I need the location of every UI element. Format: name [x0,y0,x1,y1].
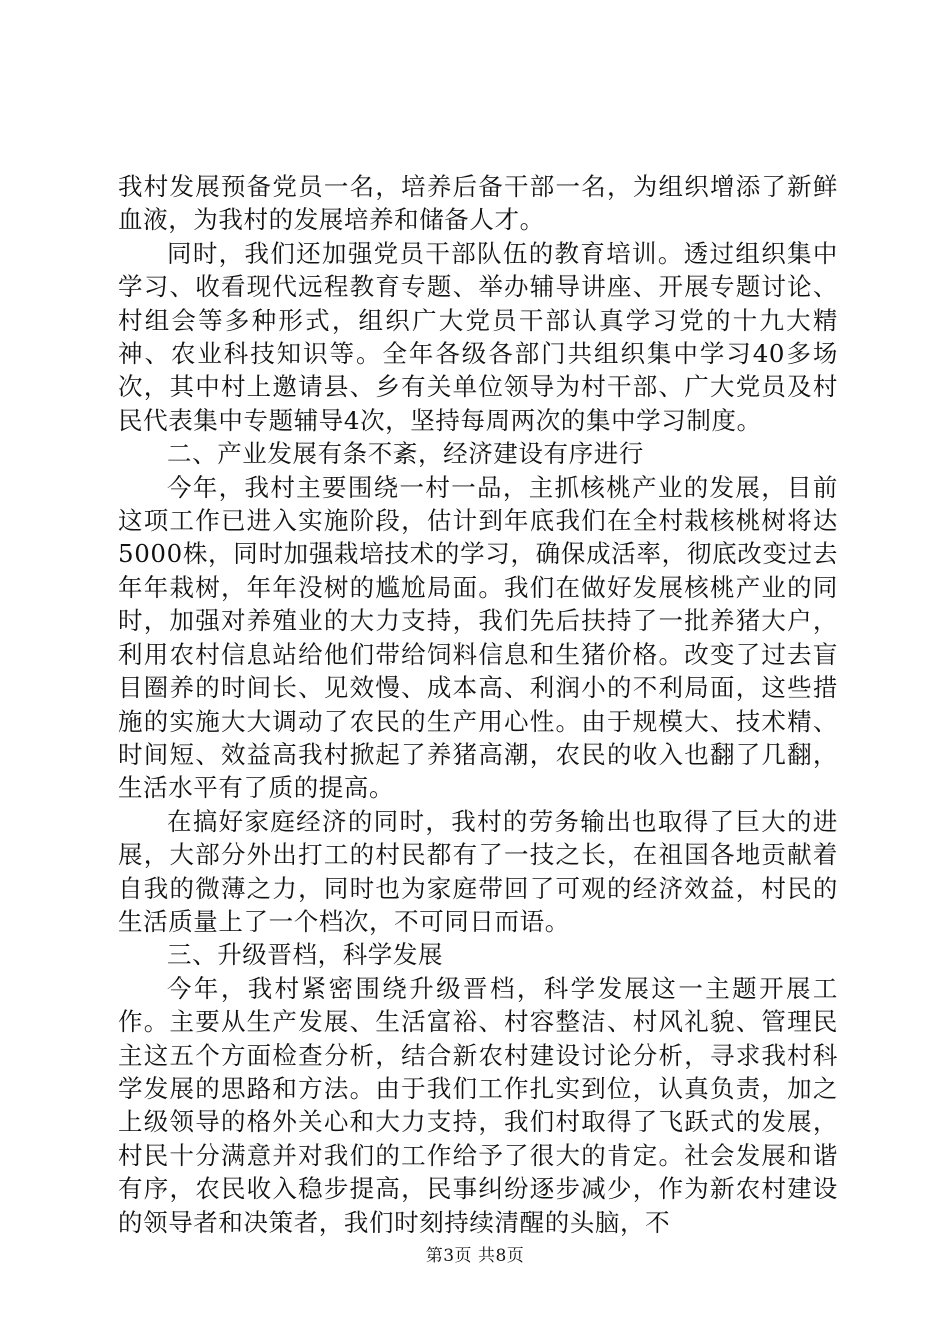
paragraph-4: 在搞好家庭经济的同时，我村的劳务输出也取得了巨大的进展，大部分外出打工的村民都有了一技之长，在祖国各地贡献着自我的微薄之力，同时也为家庭带回了可观的经济效益，村民的生活质量上了一个档次，不可同日而语。 [118,806,838,936]
paragraph-2: 同时，我们还加强党员干部队伍的教育培训。透过组织集中学习、收看现代远程教育专题、举办辅导讲座、开展专题讨论、村组会等多种形式，组织广大党员干部认真学习党的十九大精神、农业科技知识等。全年各级各部门共组织集中学习40多场次，其中村上邀请县、乡有关单位领导为村干部、广大党员及村民代表集中专题辅导4次，坚持每周两次的集中学习制度。 [118,238,838,435]
paragraph-1: 我村发展预备党员一名，培养后备干部一名，为组织增添了新鲜血液，为我村的发展培养和储备人才。 [118,172,838,235]
section-heading-3: 三、升级晋档，科学发展 [167,940,444,970]
section-heading-2: 二、产业发展有条不紊，经济建设有序进行 [167,439,644,469]
paragraph-3: 今年，我村主要围绕一村一品，主抓核桃产业的发展，目前这项工作已进入实施阶段，估计到年底我们在全村栽核桃树将达5000株，同时加强栽培技术的学习，确保成活率，彻底改变过去年年栽树，年年没树的尴尬局面。我们在做好发展核桃产业的同时，加强对养殖业的大力支持，我们先后扶持了一批养猪大户，利用农村信息站给他们带给饲料信息和生猪价格。改变了过去盲目圈养的时间长、见效慢、成本高、利润小的不利局面，这些措施的实施大大调动了农民的生产用心性。由于规模大、技术精、时间短、效益高我村掀起了养猪高潮，农民的收入也翻了几翻，生活水平有了质的提高。 [118,472,838,803]
paragraph-5: 今年，我村紧密围绕升级晋档，科学发展这一主题开展工作。主要从生产发展、生活富裕、村容整洁、村风礼貌、管理民主这五个方面检查分析，结合新农村建设讨论分析，寻求我村科学发展的思路和方法。由于我们工作扎实到位，认真负责，加之上级领导的格外关心和大力支持，我们村取得了飞跃式的发展，村民十分满意并对我们的工作给予了很大的肯定。社会发展和谐有序，农民收入稳步提高，民事纠纷逐步减少，作为新农村建设的领导者和决策者，我们时刻持续清醒的头脑，不 [118,973,838,1237]
document-body [118,170,838,1239]
page-number-footer: 第3页 共8页 [425,1246,525,1266]
